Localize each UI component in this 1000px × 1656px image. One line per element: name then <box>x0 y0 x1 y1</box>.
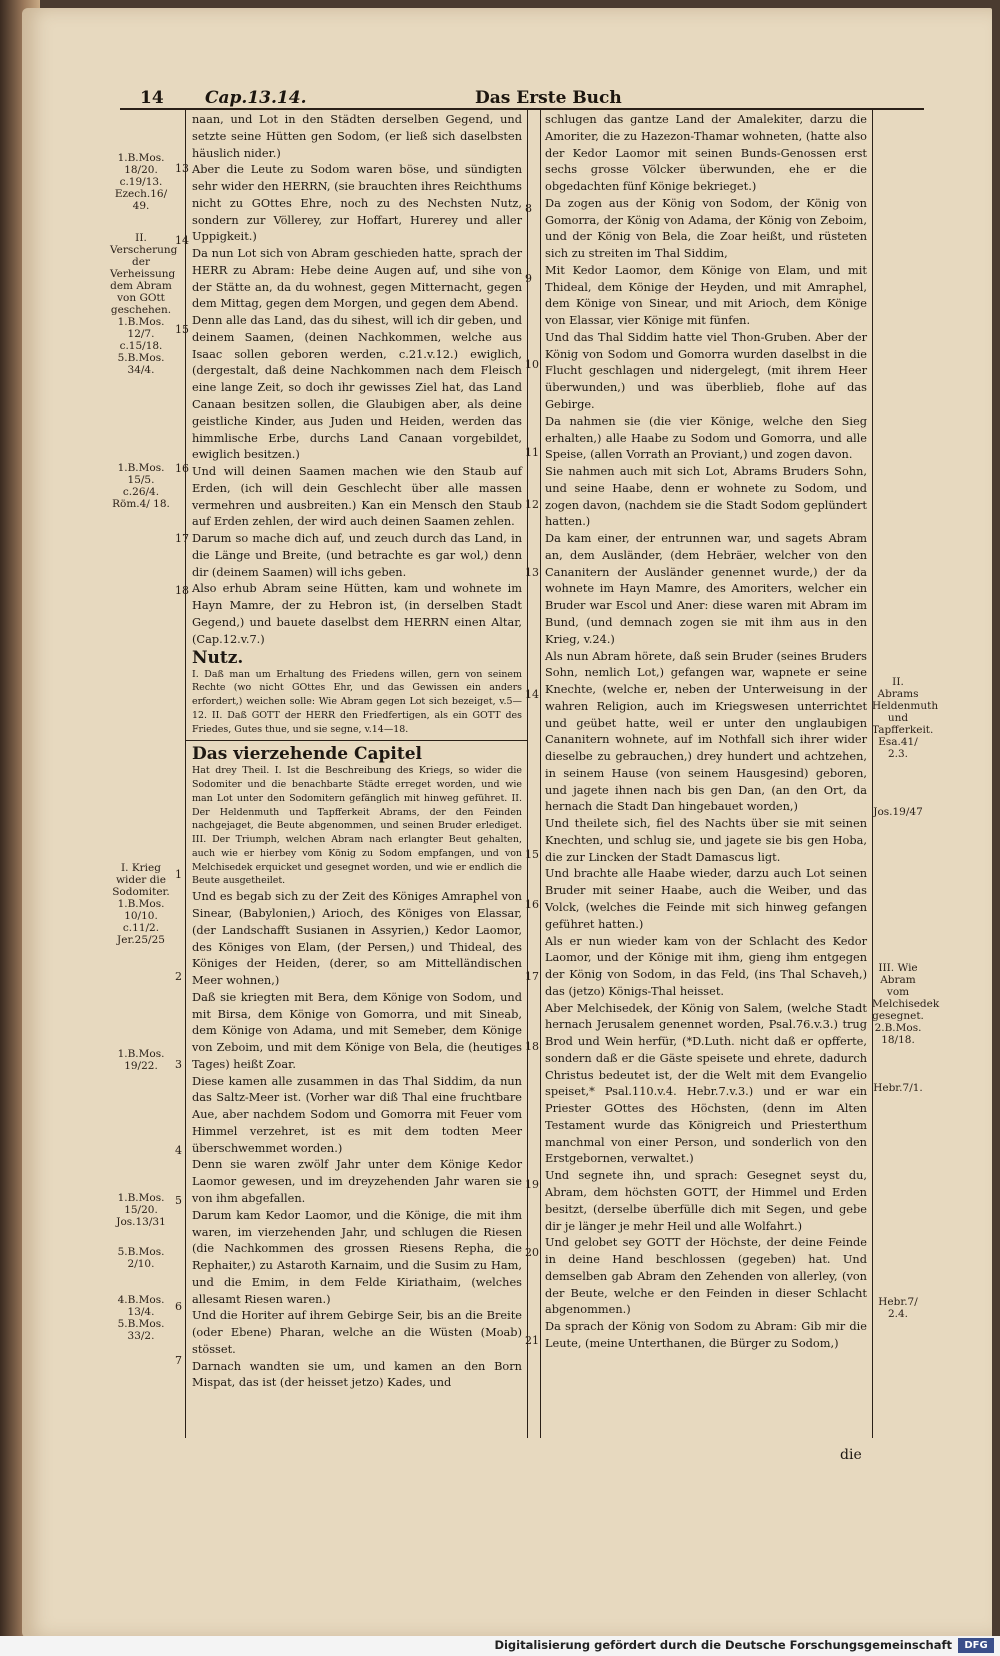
verse-number: 18 <box>175 584 189 597</box>
verse-text: Denn sie waren zwölf Jahr unter dem Könige Kedor Laomor gewesen, und im dreyzehenden Jahr waren sie von ihm abgefallen. <box>192 1157 522 1205</box>
verse-number: 17 <box>175 532 189 545</box>
chapter-summary: Hat drey Theil. I. Ist die Beschreibung des Kriegs, so wider die Sodomiter und die benachbarte Städte erreget worden, und wie man Lot unter den Sodomitern gefänglich mit hinweg geführet. II. Der Heldenmuth und Tapfferkeit Abrams, der den Feinden nachgejaget, die Beute abgenommen, und seinen Bruder erlediget. III. Der Triumph, welchen Abram nach erlangter Beut gehalten, auch wie er hierbey vom König zu Sodom empfangen, und von Melchisedek erquicket und gesegnet worden, und wie er endlich die Beute ausgetheilet. <box>192 765 522 887</box>
verse-number: 14 <box>175 234 189 247</box>
verse-number: 3 <box>175 1058 182 1071</box>
verse-text: Denn alle das Land, das du sihest, will ich dir geben, und deinem Saamen, (deinen Nachkommen, welche aus Isaac sollen geboren werden, c.21.v.12.) ewiglich, (dergestalt, daß deine Nachkommen nach dem Fleisch eine lange Zeit, so doch ihr gewisses Ziel hat, das Land Canaan besitzen sollen, die Glaubigen aber, als deine geistliche Kinder, aus Juden und Heiden, werden das himmlische Erbe, durchs Land Canaan vorgebildet, ewiglich besitzen.) <box>192 313 522 462</box>
verse-number: 10 <box>525 358 539 371</box>
verse-text: Als er nun wieder kam von der Schlacht des Kedor Laomor, und der Könige mit ihm, gieng ihm entgegen der König von Sodom, in das Feld, (ins Thal Schaveh,) das (jetzo) Königs-Thal heisset. <box>545 933 867 998</box>
footer-credit: Digitalisierung gefördert durch die Deutsche Forschungsgemeinschaft <box>494 1638 952 1652</box>
margin-note: II. Verscherung der Verheissung dem Abram von GOtt geschehen. 1.B.Mos. 12/7. c.15/18. 5.B.Mos. 34/4. <box>110 232 178 376</box>
right-column-rule <box>872 108 873 1438</box>
verse-number: 11 <box>525 446 539 459</box>
verse-text: Sie nahmen auch mit sich Lot, Abrams Bruders Sohn, und seine Haabe, denn er wohnete zu Sodom, und zogen davon, (nachdem sie die Stadt Sodom geplündert hatten.) <box>545 464 867 529</box>
verse-number: 2 <box>175 970 182 983</box>
margin-note: 1.B.Mos. 15/5. c.26/4. Röm.4/ 18. <box>112 462 170 510</box>
verse-text: Darum so mache dich auf, und zeuch durch das Land, in die Länge und Breite, (und betrachte es gar wol,) denn dir (deinem Saamen) will ichs geben. <box>192 531 522 579</box>
verse-text: Daß sie kriegten mit Bera, dem Könige von Sodom, und mit Birsa, dem Könige von Gomorra, und mit Sineab, dem Könige von Adama, und mit Semeber, dem Könige von Zeboim, und mit dem Könige von Bela, die (heutiges Tages) heißt Zoar. <box>192 989 522 1071</box>
margin-note: III. Wie Abram vom Melchisedek gesegnet. 2.B.Mos. 18/18. <box>872 962 940 1046</box>
verse-number: 8 <box>525 202 532 215</box>
verse-number: 5 <box>175 1194 182 1207</box>
margin-note: Jos.19/47 <box>873 806 923 818</box>
verse-text: naan, und Lot in den Städten derselben Gegend, und setzte seine Hütten gen Sodom, (er ließ sich daselbsten häuslich nider.) <box>192 112 522 160</box>
verse-text: Da sprach der König von Sodom zu Abram: Gib mir die Leute, (meine Unterthanen, die Bürger zu Sodom,) <box>545 1319 867 1350</box>
margin-note: Hebr.7/ 2.4. <box>878 1296 918 1320</box>
verse-number: 7 <box>175 1354 182 1367</box>
verse-number: 6 <box>175 1300 182 1313</box>
verse-text: Diese kamen alle zusammen in das Thal Siddim, da nun das Saltz-Meer ist. (Vorher war diß Thal eine fruchtbare Aue, aber nachdem Sodom und Gomorra mit Feuer vom Himmel verzehret, ist es mit dem todten Meer überschwemmet worden.) <box>192 1073 522 1155</box>
verse-number: 16 <box>175 462 189 475</box>
verse-text: Und gelobet sey GOTT der Höchste, der deine Feinde in deine Hand beschlossen (gegeben) hat. Und demselben gab Abram den Zehenden von allerley, (von der Beute, welche er den Feinden in dieser Schlacht abgenommen.) <box>545 1235 867 1317</box>
verse-text: Als nun Abram hörete, daß sein Bruder (seines Bruders Sohn, nemlich Lot,) gefangen war, wapnete er seine Knechte, (welche er, neben der Unterweisung in der wahren Religion, auch im Kriegswesen unterrichtet und geübet hatte, weil er unter den unglaubigen Cananitern wohnete, auf im Nothfall sich ihrer wider dieselbe zu gebrauchen,) drey hundert und achtzehen, in seinem Hause (von seinem Hausgesind) geboren, und jagete ihnen nach bis gen Dan, (an den Ort, da hernach die Stadt Dan hingebauet worden,) <box>545 648 867 814</box>
verse-text: Darnach wandten sie um, und kamen an den Born Mispat, das ist (der heisset jetzo) Kades, und <box>192 1358 522 1390</box>
verse-number: 15 <box>525 848 539 861</box>
verse-number: 21 <box>525 1334 539 1347</box>
verse-number: 4 <box>175 1144 182 1157</box>
margin-note: II. Abrams Heldenmuth und Tapfferkeit. Esa.41/ 2.3. <box>872 676 939 760</box>
verse-number: 13 <box>525 566 539 579</box>
verse-text: Da nun Lot sich von Abram geschieden hatte, sprach der HERR zu Abram: Hebe deine Augen auf, und sihe von der Stätte an, da du wohnest, gegen Mitternacht, gegen dem Mittag, gegen dem Morgen, und gegen dem Abend. <box>192 246 522 311</box>
verse-text: Aber Melchisedek, der König von Salem, (welche Stadt hernach Jerusalem genennet worden, Psal.76.v.3.) trug Brod und Wein herfür, (*D.Luth. nicht daß er opfferte, sondern daß er die Gäste speisete und ehrete, dadurch Christus bedeutet ist, der die Welt mit dem Evangelio speiset,* Psal.110.v.4. Hebr.7.v.3.) und er war ein Priester GOttes des Höchsten, (denn im Alten Testament wurde das Königreich und Priesterthum manchmal von einer Person, und sonderlich von den Erstgebornen, verwaltet.) <box>545 1000 867 1166</box>
book-title: Das Erste Buch <box>475 88 622 108</box>
margin-note: I. Krieg wider die Sodomiter. 1.B.Mos. 10/10. c.11/2. Jer.25/25 <box>112 862 170 946</box>
verse-text: Und will deinen Saamen machen wie den Staub auf Erden, (ich will dein Geschlecht über alle massen vermehren und ausbreiten.) Kan ein Mensch den Staub auf Erden zehlen, der wird auch deinen Saamen zehlen. <box>192 464 522 529</box>
page-number: 14 <box>140 88 164 108</box>
verse-text: Da nahmen sie (die vier Könige, welche den Sieg erhalten,) alle Haabe zu Sodom und Gomorra, und alle Speise, (allen Vorrath an Proviant,) und zogen davon. <box>545 413 867 462</box>
verse-text: Also erhub Abram seine Hütten, kam und wohnete im Hayn Mamre, der zu Hebron ist, (in derselben Stadt Gegend,) und bauete daselbst dem HERRN einen Altar, (Cap.12.v.7.) <box>192 581 522 646</box>
verse-number: 9 <box>525 272 532 285</box>
verse-text: Da kam einer, der entrunnen war, und sagets Abram an, dem Ausländer, (dem Hebräer, welcher von den Cananitern der Ausländer genennet wurde,) der da wohnete im Hayn Mamre, des Amoriters, welcher ein Bruder war Escol und Aner: diese waren mit Abram im Bund, (und demnach zogen sie mit ihm aus in den Krieg, v.24.) <box>545 531 867 646</box>
section-title: Nutz. <box>192 647 244 668</box>
margin-note: 1.B.Mos. 19/22. <box>117 1048 165 1072</box>
dfg-logo: DFG <box>958 1638 994 1653</box>
chapter-reference: Cap.13.14. <box>205 88 307 108</box>
margin-note: 4.B.Mos. 13/4. 5.B.Mos. 33/2. <box>117 1294 165 1342</box>
verse-text: Und die Horiter auf ihrem Gebirge Seir, bis an die Breite (oder Ebene) Pharan, welche an die Wüsten (Moab) stösset. <box>192 1308 522 1356</box>
verse-number: 16 <box>525 898 539 911</box>
verse-text: schlugen das gantze Land der Amalekiter, darzu die Amoriter, die zu Hazezon-Thamar wohneten, (hatte also der Kedor Laomor mit seinen Bunds-Genossen erst sechs grosse Völcker überwunden, ehe er die obgedachten fünf Könige bekrieget.) <box>545 112 867 194</box>
verse-number: 20 <box>525 1246 539 1259</box>
header-rule <box>120 108 924 110</box>
verse-number: 12 <box>525 498 539 511</box>
verse-number: 15 <box>175 323 189 336</box>
margin-note: 5.B.Mos. 2/10. <box>117 1246 165 1270</box>
verse-text: Da zogen aus der König von Sodom, der König von Gomorra, der König von Adama, der König von Zeboim, und der König von Bela, die Zoar heißt, und rüsteten sich zu streiten im Thal Siddim, <box>545 195 867 261</box>
running-header <box>130 88 922 108</box>
chapter-title: Das vierzehende Capitel <box>192 744 422 765</box>
margin-note: Hebr.7/1. <box>873 1082 923 1094</box>
verse-number: 18 <box>525 1040 539 1053</box>
left-column-rule <box>185 108 186 1438</box>
margin-note: 1.B.Mos. 15/20. Jos.13/31 <box>116 1192 166 1228</box>
verse-number: 19 <box>525 1178 539 1191</box>
nutz-text: I. Daß man um Erhaltung des Friedens willen, gern von seinem Rechte (wo nicht GOttes Ehr, und das Gewissen ein anders erfordert,) weichen solle: Wie Abram gegen Lot sich bezeiget, v.5—12. II. Daß GOTT der HERR den Friedfertigen, als ein GOTT des Friedes, Gutes thue, und sie segne, v.14—18. <box>192 668 522 735</box>
verse-text: Und das Thal Siddim hatte viel Thon-Gruben. Aber der König von Sodom und Gomorra wurden daselbst in die Flucht geschlagen und nidergelegt, (mit ihrem Heer überwunden,) und was überblieb, flohe auf das Gebirge. <box>545 329 867 412</box>
verse-number: 1 <box>175 868 182 881</box>
verse-text: Aber die Leute zu Sodom waren böse, und sündigten sehr wider den HERRN, (sie brauchten ihres Reichthums nicht zu GOttes Ehre, noch zu des Nechsten Nutz, sondern zur Völlerey, zur Hoffart, Hurerey und aller Uppigkeit.) <box>192 162 522 244</box>
digitization-footer <box>0 1636 1000 1656</box>
margin-note: 1.B.Mos. 18/20. c.19/13. Ezech.16/ 49. <box>114 152 168 212</box>
verse-text: Mit Kedor Laomor, dem Könige von Elam, und mit Thideal, dem Könige der Heyden, und mit Amraphel, dem Könige von Sinear, und mit Arioch, dem Könige von Elassar, vier Könige mit fünfen. <box>545 262 867 328</box>
verse-text: Darum kam Kedor Laomor, und die Könige, die mit ihm waren, im vierzehenden Jahr, und schlugen die Riesen (die Nachkommen des grossen Riesens Repha, die Rephaiter,) zu Astaroth Karnaim, und die Susim zu Ham, und die Emim, in dem Felde Kiriathaim, (welches allesamt Riesen waren.) <box>192 1207 522 1306</box>
verse-number: 14 <box>525 688 539 701</box>
verse-text: Und brachte alle Haabe wieder, darzu auch Lot seinen Bruder mit seiner Haabe, auch die Weiber, und das Volck, (welches die Feinde mit sich hinweg gefangen geführet hatten.) <box>545 866 867 931</box>
left-column <box>192 111 522 1391</box>
verse-text: Und segnete ihn, und sprach: Gesegnet seyst du, Abram, dem höchsten GOTT, der Himmel und Erden besitzt, (derselbe überfülle dich mit Segen, und gebe dir je länger je mehr Heil und alle Wolfahrt.) <box>545 1168 867 1233</box>
right-verse-rule <box>540 108 541 1438</box>
catchword: die <box>840 1447 862 1463</box>
verse-text: Und theilete sich, fiel des Nachts über sie mit seinen Knechten, und schlug sie, und jagete sie bis gen Hoba, die zur Lincken der Stadt Damascus ligt. <box>545 816 867 864</box>
verse-number: 13 <box>175 162 189 175</box>
verse-text: Und es begab sich zu der Zeit des Königes Amraphel von Sinear, (Babylonien,) Arioch, des Königes von Elassar, (der Landschafft Susianen in Assyrien,) Kedor Laomor, des Königes von Elam, (der Persen,) und Thideal, des Königes der Heiden, (derer, so am Mittelländischen Meer wohnen,) <box>192 889 522 988</box>
right-column <box>545 111 867 1352</box>
verse-number: 17 <box>525 970 539 983</box>
column-divider <box>527 108 528 1438</box>
